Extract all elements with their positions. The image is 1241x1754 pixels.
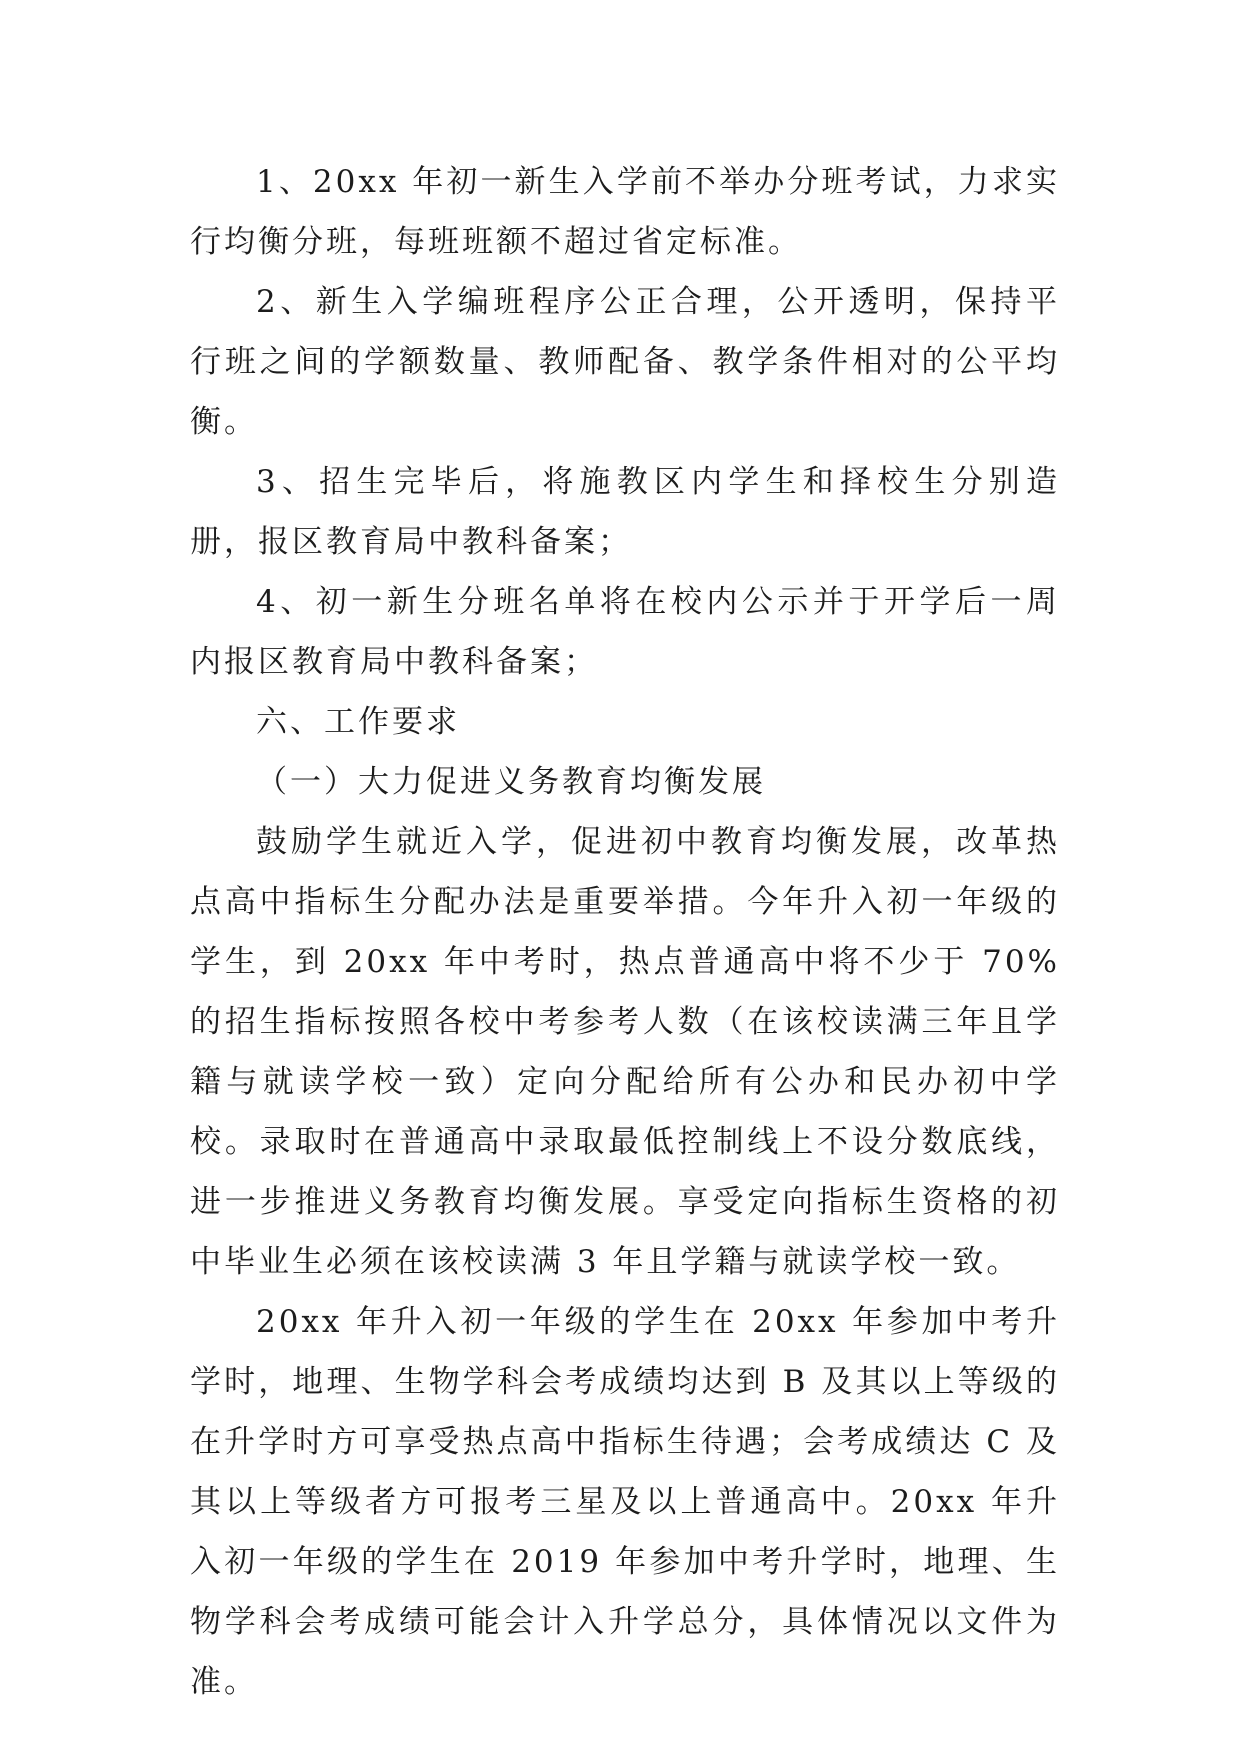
paragraph-item-4: 4、初一新生分班名单将在校内公示并于开学后一周内报区教育局中教科备案； [190, 584, 1060, 680]
section-heading: 六、工作要求 [256, 704, 460, 740]
paragraph-body-1: 鼓励学生就近入学，促进初中教育均衡发展，改革热点高中指标生分配办法是重要举措。今年升入初一年级的学生，到 20xx 年中考时，热点普通高中将不少于 70%的招生指标按照各校中考参考人数（在该校读满三年且学籍与就读学校一致）定向分配给所有公办和民办初中学校。录取时在普通高中录取最低控制线上不设分数底线，进一步推进义务教育均衡发展。享受定向指标生资格的初中毕业生必须在该校读满 3 年且学籍与就读学校一致。 [190, 824, 1060, 1280]
subsection-heading: （一）大力促进义务教育均衡发展 [256, 764, 766, 800]
paragraph-body-2: 20xx 年升入初一年级的学生在 20xx 年参加中考升学时，地理、生物学科会考成绩均达到 B 及其以上等级的在升学时方可享受热点高中指标生待遇；会考成绩达 C 及其以上等级者方可报考三星及以上普通高中。20xx 年升入初一年级的学生在 2019 年参加中考升学时，地理、生物学科会考成绩可能会计入升学总分，具体情况以文件为准。 [190, 1304, 1060, 1700]
paragraph-item-2: 2、新生入学编班程序公正合理，公开透明，保持平行班之间的学额数量、教师配备、教学条件相对的公平均衡。 [190, 284, 1060, 440]
paragraph-item-1: 1、20xx 年初一新生入学前不举办分班考试，力求实行均衡分班，每班班额不超过省定标准。 [190, 164, 1060, 260]
paragraph-item-3: 3、招生完毕后，将施教区内学生和择校生分别造册，报区教育局中教科备案； [190, 464, 1060, 560]
document-body [190, 152, 1060, 1712]
